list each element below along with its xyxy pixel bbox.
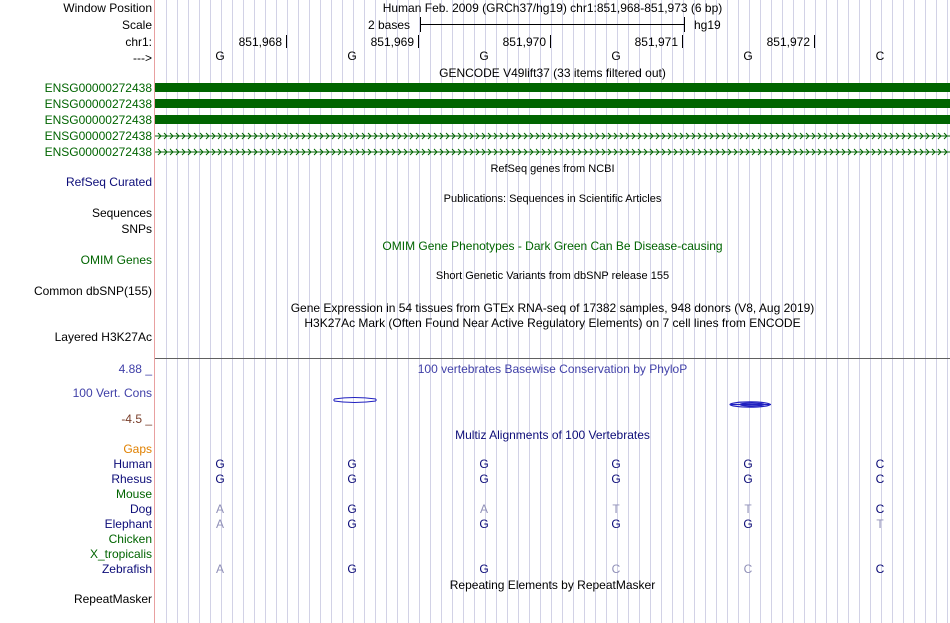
alignment-base: G xyxy=(215,472,225,486)
omim-track-title: OMIM Gene Phenotypes - Dark Green Can Be Disease-causing xyxy=(382,239,723,253)
scale-bar xyxy=(420,24,684,25)
ruler-position-label: 851,969 xyxy=(370,35,414,49)
h3k27ac-track-title: H3K27Ac Mark (Often Found Near Active Regulatory Elements) on 7 cell lines from ENCODE xyxy=(304,316,801,330)
assembly-label: hg19 xyxy=(694,18,721,32)
alignment-base: T xyxy=(612,502,620,516)
gencode-gene-arrow[interactable] xyxy=(155,145,950,159)
ruler-position-label: 851,970 xyxy=(502,35,546,49)
species-label[interactable]: X_tropicalis xyxy=(89,547,152,561)
multiz-track-title: Multiz Alignments of 100 Vertebrates xyxy=(455,428,650,442)
gencode-row-label[interactable]: ENSG00000272438 xyxy=(44,81,152,95)
ruler-tick xyxy=(814,35,815,48)
alignment-base: G xyxy=(215,457,225,471)
gencode-row-label[interactable]: ENSG00000272438 xyxy=(44,145,152,159)
window-title: Human Feb. 2009 (GRCh37/hg19) chr1:851,968-851,973 (6 bp) xyxy=(382,1,723,15)
ruler-base: G xyxy=(611,49,621,63)
ruler-position-label: 851,968 xyxy=(238,35,282,49)
alignment-base: A xyxy=(479,502,488,516)
ruler-tick xyxy=(550,35,551,48)
omim-track-label[interactable]: OMIM Genes xyxy=(80,253,152,267)
species-label[interactable]: Human xyxy=(113,457,152,471)
alignment-base: C xyxy=(611,562,621,576)
gencode-gene-bar[interactable] xyxy=(155,99,950,108)
alignment-base: C xyxy=(743,562,753,576)
ruler-base: C xyxy=(875,49,885,63)
alignment-base: G xyxy=(479,562,489,576)
ruler-base: G xyxy=(347,49,357,63)
alignment-base: G xyxy=(479,517,489,531)
alignment-base: A xyxy=(215,502,224,516)
gencode-gene-arrow[interactable] xyxy=(155,129,950,143)
window-position-label: Window Position xyxy=(63,1,152,15)
chromosome-label: chr1: xyxy=(125,35,152,49)
species-label[interactable]: Zebrafish xyxy=(101,562,152,576)
cons-min-label: -4.5 _ xyxy=(121,412,152,426)
gencode-row-label[interactable]: ENSG00000272438 xyxy=(44,129,152,143)
repeatmasker-track-title: Repeating Elements by RepeatMasker xyxy=(449,578,656,592)
ruler-base: G xyxy=(215,49,225,63)
dbsnp-track-label[interactable]: Common dbSNP(155) xyxy=(33,284,152,298)
ruler-base: G xyxy=(743,49,753,63)
alignment-base: G xyxy=(743,517,753,531)
alignment-base: G xyxy=(347,502,357,516)
pubs-track-label[interactable]: Sequences xyxy=(91,206,152,220)
alignment-base: C xyxy=(875,457,885,471)
cons-max-label: 4.88 _ xyxy=(118,362,152,376)
scale-text: 2 bases xyxy=(368,18,411,32)
alignment-base: T xyxy=(744,502,752,516)
gencode-row-label[interactable]: ENSG00000272438 xyxy=(44,113,152,127)
gencode-gene-bar[interactable] xyxy=(155,83,950,92)
species-label[interactable]: Dog xyxy=(129,502,152,516)
dbsnp-track-title: Short Genetic Variants from dbSNP release 155 xyxy=(435,270,670,282)
ruler-tick xyxy=(286,35,287,48)
gene-strand-arrows xyxy=(155,129,950,143)
alignment-base: A xyxy=(215,517,224,531)
alignment-base: G xyxy=(611,457,621,471)
gencode-gene-bar[interactable] xyxy=(155,115,950,124)
species-label[interactable]: Mouse xyxy=(115,487,152,501)
scale-label: Scale xyxy=(121,18,152,32)
strand-label: ---> xyxy=(133,51,152,65)
alignment-base: G xyxy=(347,472,357,486)
alignment-base: G xyxy=(479,457,489,471)
ruler-tick xyxy=(682,35,683,48)
refseq-track-title: RefSeq genes from NCBI xyxy=(490,163,615,175)
ruler-base: G xyxy=(479,49,489,63)
scale-bar-right-end xyxy=(684,17,685,32)
alignment-base: G xyxy=(347,457,357,471)
pubs-track-title: Publications: Sequences in Scientific Articles xyxy=(443,193,662,205)
refseq-track-label[interactable]: RefSeq Curated xyxy=(65,175,152,189)
alignment-base: G xyxy=(347,517,357,531)
gene-strand-arrows xyxy=(155,145,950,159)
alignment-base: G xyxy=(479,472,489,486)
ruler-tick xyxy=(418,35,419,48)
gencode-track-title: GENCODE V49lift37 (33 items filtered out) xyxy=(439,66,666,80)
h3k27ac-track-label[interactable]: Layered H3K27Ac xyxy=(54,330,152,344)
alignment-base: G xyxy=(743,457,753,471)
gencode-row-label[interactable]: ENSG00000272438 xyxy=(44,97,152,111)
species-label[interactable]: Elephant xyxy=(104,517,152,531)
ruler-position-label: 851,971 xyxy=(634,35,678,49)
repeatmasker-track-label[interactable]: RepeatMasker xyxy=(73,592,152,606)
cons-mark-base-5 xyxy=(730,402,771,407)
alignment-base: G xyxy=(611,472,621,486)
ruler-position-label: 851,972 xyxy=(766,35,810,49)
alignment-base: A xyxy=(215,562,224,576)
gaps-label: Gaps xyxy=(123,442,152,456)
alignment-base: T xyxy=(876,517,884,531)
gtex-track-title: Gene Expression in 54 tissues from GTEx RNA-seq of 17382 samples, 948 donors (V8, Aug 2019) xyxy=(290,301,815,315)
snps-track-label[interactable]: SNPs xyxy=(121,222,152,236)
alignment-base: G xyxy=(611,517,621,531)
species-label[interactable]: Chicken xyxy=(108,532,152,546)
alignment-base: C xyxy=(875,472,885,486)
alignment-base: G xyxy=(347,562,357,576)
cons-track-label[interactable]: 100 Vert. Cons xyxy=(72,386,152,400)
alignment-base: C xyxy=(875,562,885,576)
alignment-base: G xyxy=(743,472,753,486)
alignment-base: C xyxy=(875,502,885,516)
cons-mark-base-2 xyxy=(334,398,376,403)
species-label[interactable]: Rhesus xyxy=(111,472,152,486)
cons-track-title: 100 vertebrates Basewise Conservation by PhyloP xyxy=(417,362,688,376)
scale-bar-left-end xyxy=(420,17,421,32)
h3k27ac-baseline xyxy=(155,358,950,359)
